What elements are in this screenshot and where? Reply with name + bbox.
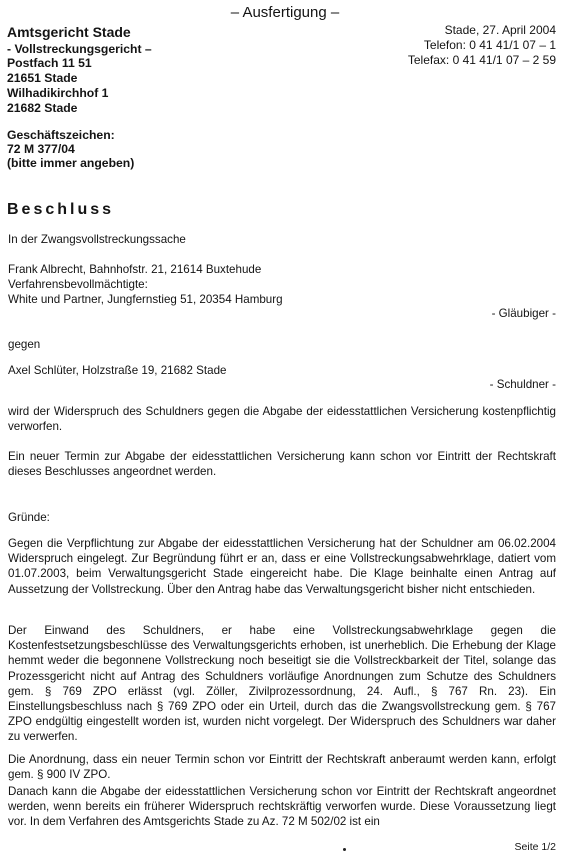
document-title: – Ausfertigung – [230, 4, 340, 21]
representative-label: Verfahrensbevollmächtigte: [8, 278, 148, 291]
ruling-paragraph: wird der Widerspruch des Schuldners gegen die Abgabe der eidesstattlichen Versicherung kostenpflichtig verworfen. [8, 405, 556, 434]
reasons-label: Gründe: [8, 511, 50, 524]
document-heading: Beschluss [7, 201, 115, 218]
debtor-name-address: Axel Schlüter, Holzstraße 19, 21682 Stade [8, 364, 227, 377]
reference-number: 72 M 377/04 [7, 142, 75, 156]
creditor-name-address: Frank Albrecht, Bahnhofstr. 21, 21614 Buxtehude [8, 263, 262, 276]
reasons-paragraph: Gegen die Verpflichtung zur Abgabe der eidesstattlichen Versicherung hat der Schuldner am 06.02.2004 Widerspruch eingelegt. Zur Begründung führt er an, dass er eine Vollstreckungsabwehrklage, datiert vom 01.07.2003, beim Verwaltungsgericht Stade eingereicht habe. Die Klage beinhalte einen Antrag auf Aussetzung der Vollstreckung. Über den Antrag habe das Verwaltungsgericht bisher nicht entschieden. [8, 537, 556, 596]
reasons-paragraph: Danach kann die Abgabe der eidesstattlichen Versicherung schon vor Eintritt der Rechtskraft angeordnet werden, wenn bereits ein früherer Widerspruch rechtskräftig verworfen wurde. Diese Voraussetzung liegt vor. In dem Verfahren des Amtsgerichts Stade zu Az. 72 M 502/02 ist ein [8, 785, 556, 829]
document-date: Stade, 27. April 2004 [444, 23, 556, 37]
court-name: Amtsgericht Stade [7, 24, 131, 40]
reference-note: (bitte immer angeben) [7, 156, 135, 170]
court-street-city: 21682 Stade [7, 101, 78, 115]
matter-line: In der Zwangsvollstreckungssache [8, 233, 186, 246]
court-street: Wilhadikirchhof 1 [7, 86, 109, 100]
reasons-paragraph: Die Anordnung, dass ein neuer Termin schon vor Eintritt der Rechtskraft anberaumt werden kann, erfolgt gem. § 900 IV ZPO. [8, 753, 556, 782]
creditor-role: - Gläubiger - [491, 307, 556, 320]
court-fax: Telefax: 0 41 41/1 07 – 2 59 [407, 53, 556, 67]
debtor-role: - Schuldner - [489, 378, 556, 391]
court-department: - Vollstreckungsgericht – [7, 42, 152, 56]
ruling-paragraph: Ein neuer Termin zur Abgabe der eidesstattlichen Versicherung kann schon vor Eintritt der Rechtskraft dieses Beschlusses angeordnet werden. [8, 450, 556, 479]
reasons-paragraph: Der Einwand des Schuldners, er habe eine Vollstreckungsabwehrklage gegen die Kostenfestsetzungsbeschlüsse des Verwaltungsgerichts erhoben, ist unerheblich. Die Erhebung der Klage hemmt weder die begonnene Vollstreckung noch beseitigt sie die Vollstreckbarkeit der Titel, solange das Prozessgericht nicht auf Antrag des Schuldners vorläufige Anordnungen zum Schutze des Schuldners gem. § 769 ZPO erlässt (vgl. Zöller, Zivilprozessordnung, 24. Aufl., § 767 Rn. 23). Ein Einstellungsbeschluss nach § 769 ZPO oder ein Urteil, durch das die Zwangsvollstreckung gem. § 767 ZPO endgültig eingestellt worden ist, wurden nicht vorgelegt. Der Widerspruch des Schuldners war daher zu verwerfen. [8, 624, 556, 744]
court-postbox-city: 21651 Stade [7, 71, 78, 85]
court-phone: Telefon: 0 41 41/1 07 – 1 [423, 38, 556, 52]
page-number: Seite 1/2 [514, 841, 556, 853]
scan-speck [343, 848, 346, 851]
reference-label: Geschäftszeichen: [7, 128, 115, 142]
representative: White und Partner, Jungfernstieg 51, 20354 Hamburg [8, 293, 283, 306]
court-postbox: Postfach 11 51 [7, 56, 92, 70]
versus-word: gegen [8, 338, 41, 351]
